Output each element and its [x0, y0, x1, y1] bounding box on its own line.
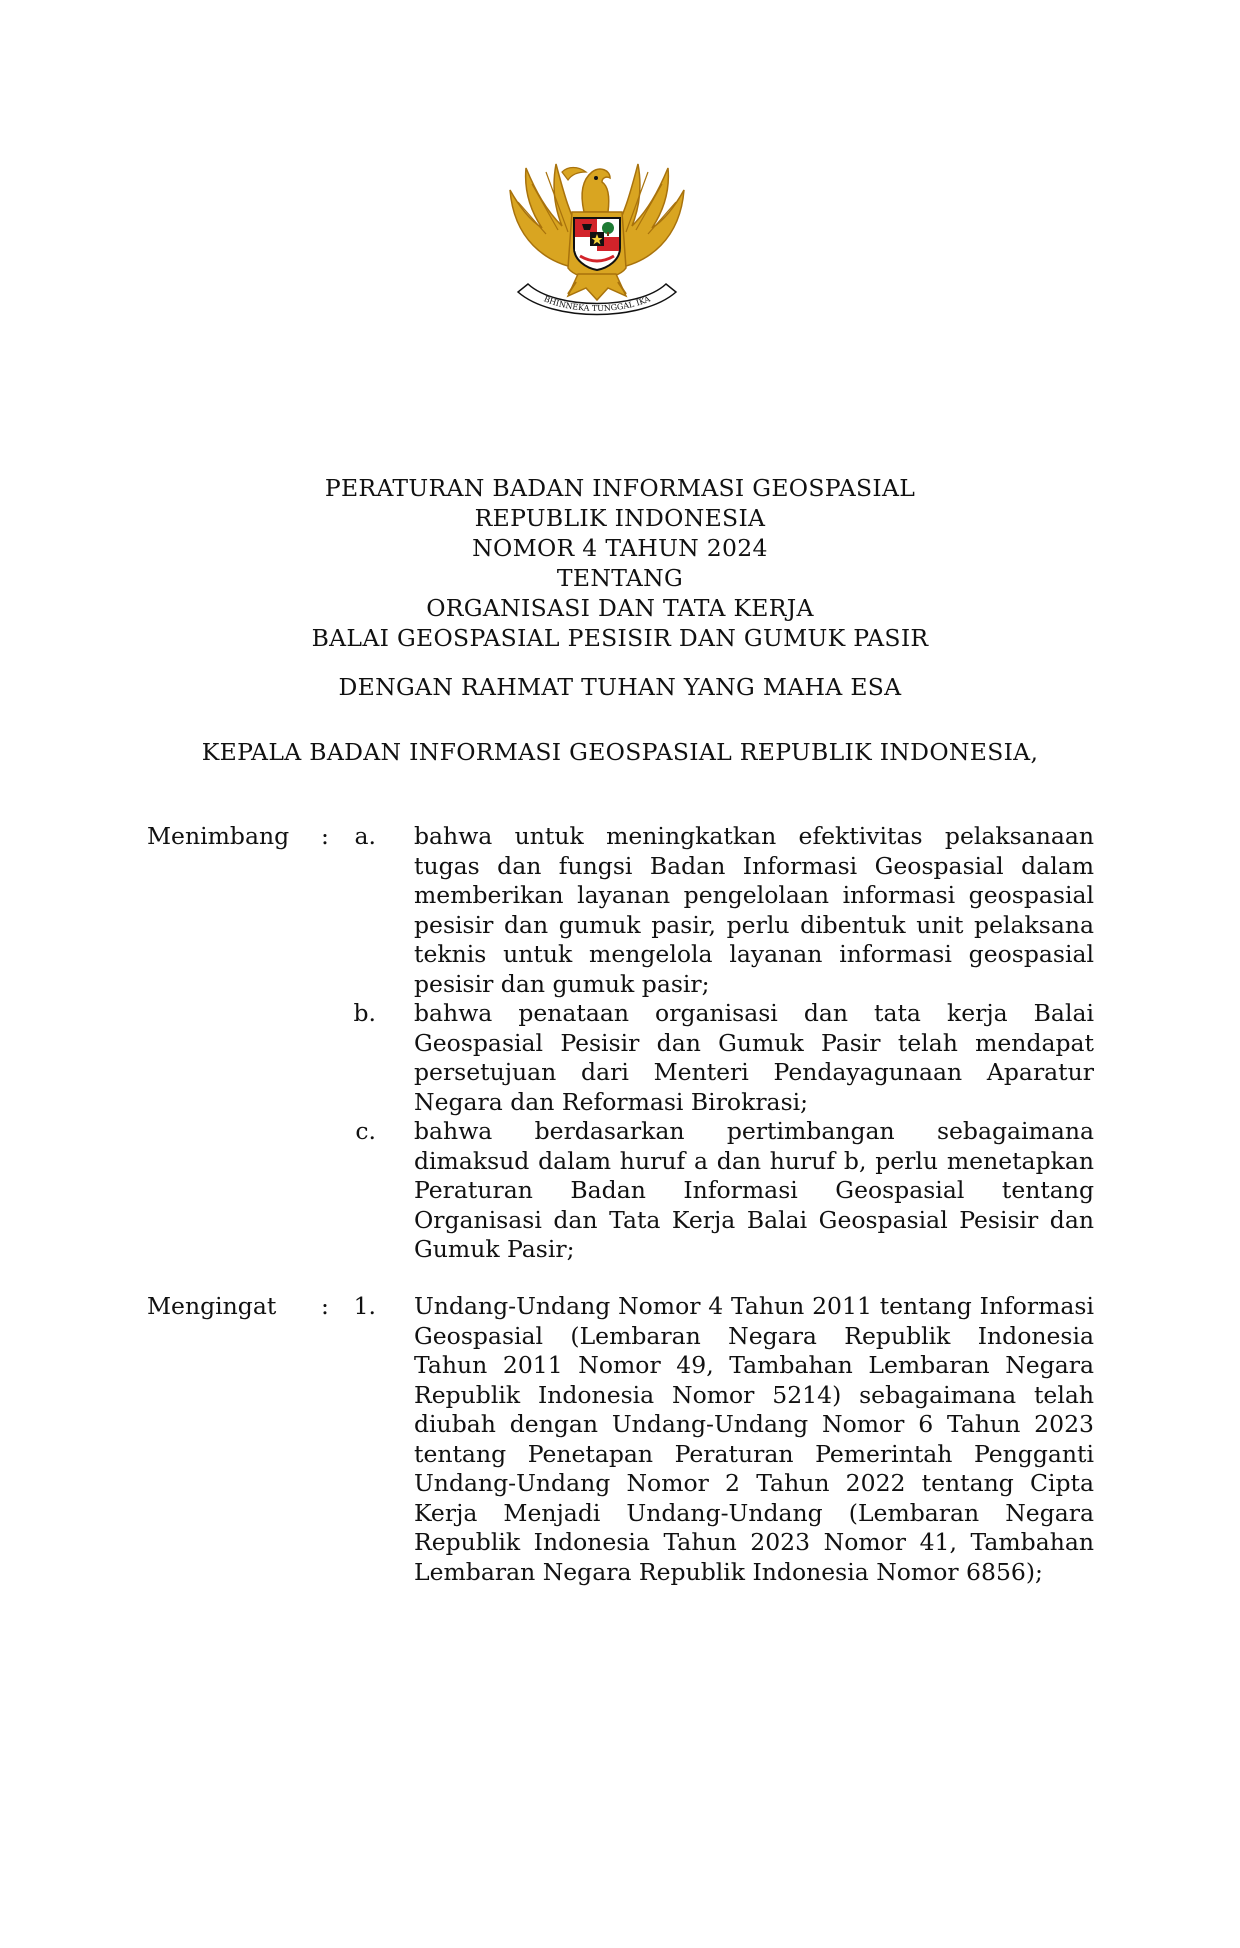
invocation: DENGAN RAHMAT TUHAN YANG MAHA ESA	[338, 673, 902, 701]
pancasila-shield	[574, 218, 620, 270]
regulation-title	[0, 473, 1240, 653]
menimbang-item	[0, 1117, 1240, 1265]
menimbang-colon: :	[321, 822, 329, 850]
garuda-tail	[568, 274, 626, 300]
garuda-pancasila-emblem	[506, 150, 688, 325]
item-marker: c.	[355, 1117, 376, 1145]
title-line: ORGANISASI DAN TATA KERJA	[426, 594, 814, 622]
mengingat-section	[0, 1292, 1240, 1587]
title-line: TENTANG	[556, 564, 684, 592]
item-marker: b.	[353, 999, 376, 1027]
item-text: bahwa berdasarkan pertimbangan sebagaimana dimaksud dalam huruf a dan huruf b, perlu menetapkan Peraturan Badan Informasi Geospasial tentang Organisasi dan Tata Kerja Balai Geospasial Pesisir dan Gumuk Pasir;	[414, 1117, 1094, 1263]
item-text: Undang-Undang Nomor 4 Tahun 2011 tentang Informasi Geospasial (Lembaran Negara Republik Indonesia Tahun 2011 Nomor 49, Tambahan Lembaran Negara Republik Indonesia Nomor 5214) sebagaimana telah diubah dengan Undang-Undang Nomor 6 Tahun 2023 tentang Penetapan Peraturan Pemerintah Pengganti Undang-Undang Nomor 2 Tahun 2022 tentang Cipta Kerja Menjadi Undang-Undang (Lembaran Negara Republik Indonesia Tahun 2023 Nomor 41, Tambahan Lembaran Negara Republik Indonesia Nomor 6856);	[414, 1292, 1094, 1586]
title-line: REPUBLIK INDONESIA	[474, 504, 766, 532]
menimbang-item	[0, 999, 1240, 1117]
item-marker: 1.	[353, 1292, 376, 1320]
motto-text: BHINNEKA TUNGGAL IKA	[542, 294, 652, 314]
title-line: NOMOR 4 TAHUN 2024	[472, 534, 768, 562]
title-line: BALAI GEOSPASIAL PESISIR DAN GUMUK PASIR	[311, 624, 929, 652]
menimbang-section	[0, 822, 1240, 1265]
menimbang-label: Menimbang	[147, 822, 290, 850]
item-text: bahwa untuk meningkatkan efektivitas pelaksanaan tugas dan fungsi Badan Informasi Geospasial dalam memberikan layanan pengelolaan informasi geospasial pesisir dan gumuk pasir, perlu dibentuk unit pelaksana teknis untuk mengelola layanan informasi geospasial pesisir dan gumuk pasir;	[414, 822, 1094, 998]
garuda-head	[562, 168, 610, 213]
mengingat-item	[0, 1292, 1240, 1587]
title-line: PERATURAN BADAN INFORMASI GEOSPASIAL	[324, 474, 916, 502]
authority-line: KEPALA BADAN INFORMASI GEOSPASIAL REPUBLIK INDONESIA,	[201, 738, 1039, 766]
menimbang-item	[0, 822, 1240, 999]
mengingat-label: Mengingat	[147, 1292, 277, 1320]
mengingat-colon: :	[321, 1292, 329, 1320]
item-text: bahwa penataan organisasi dan tata kerja Balai Geospasial Pesisir dan Gumuk Pasir telah mendapat persetujuan dari Menteri Pendayagunaan Aparatur Negara dan Reformasi Birokrasi;	[414, 999, 1094, 1116]
item-marker: a.	[354, 822, 376, 850]
